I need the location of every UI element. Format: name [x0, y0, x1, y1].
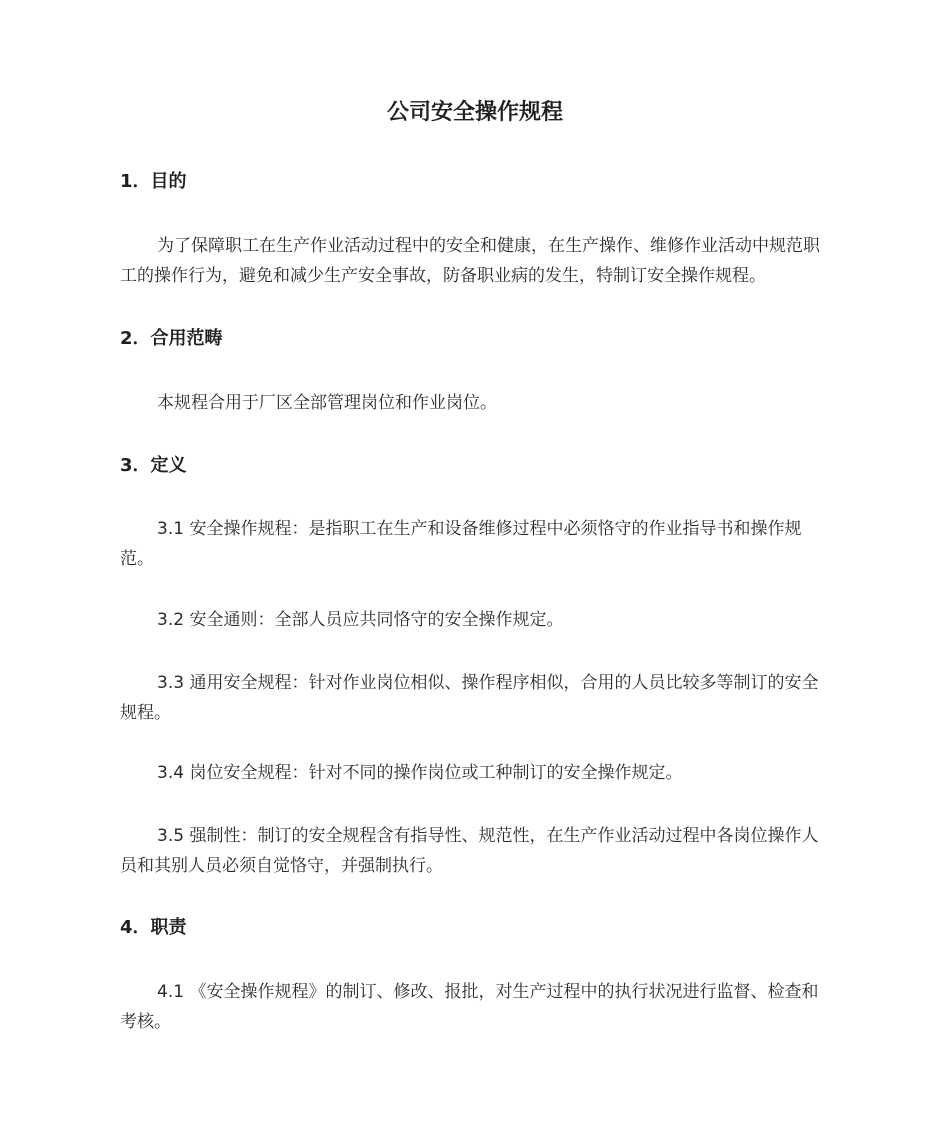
paragraph-definition-3-2: 3.2 安全通则：全部人员应共同恪守的安全操作规定。 — [157, 610, 564, 630]
paragraph-responsibility-4-1: 4.1 《安全操作规程》的制订、修改、报批，对生产过程中的执行状况进行监督、检查和考核。 — [120, 982, 819, 1032]
section-heading-definitions: 3．定义 — [120, 455, 187, 476]
section-heading-responsibilities: 4．职责 — [120, 917, 187, 938]
section-heading-purpose: 1．目的 — [120, 171, 187, 192]
paragraph-purpose: 为了保障职工在生产作业活动过程中的安全和健康，在生产操作、维修作业活动中规范职工的操作行为，避免和减少生产安全事故，防备职业病的发生，特制订安全操作规程。 — [120, 236, 820, 286]
paragraph-definition-3-5: 3.5 强制性：制订的安全规程含有指导性、规范性，在生产作业活动过程中各岗位操作人员和其别人员必须自觉恪守，并强制执行。 — [120, 826, 819, 876]
paragraph-definition-3-1: 3.1 安全操作规程：是指职工在生产和设备维修过程中必须恪守的作业指导书和操作规范。 — [120, 519, 802, 569]
document-title: 公司安全操作规程 — [386, 100, 563, 125]
paragraph-definition-3-3: 3.3 通用安全规程：针对作业岗位相似、操作程序相似，合用的人员比较多等制订的安全规程。 — [120, 673, 819, 723]
section-heading-scope: 2．合用范畴 — [120, 328, 223, 349]
paragraph-definition-3-4: 3.4 岗位安全规程：针对不同的操作岗位或工种制订的安全操作规定。 — [157, 763, 683, 783]
paragraph-scope: 本规程合用于厂区全部管理岗位和作业岗位。 — [157, 393, 497, 413]
